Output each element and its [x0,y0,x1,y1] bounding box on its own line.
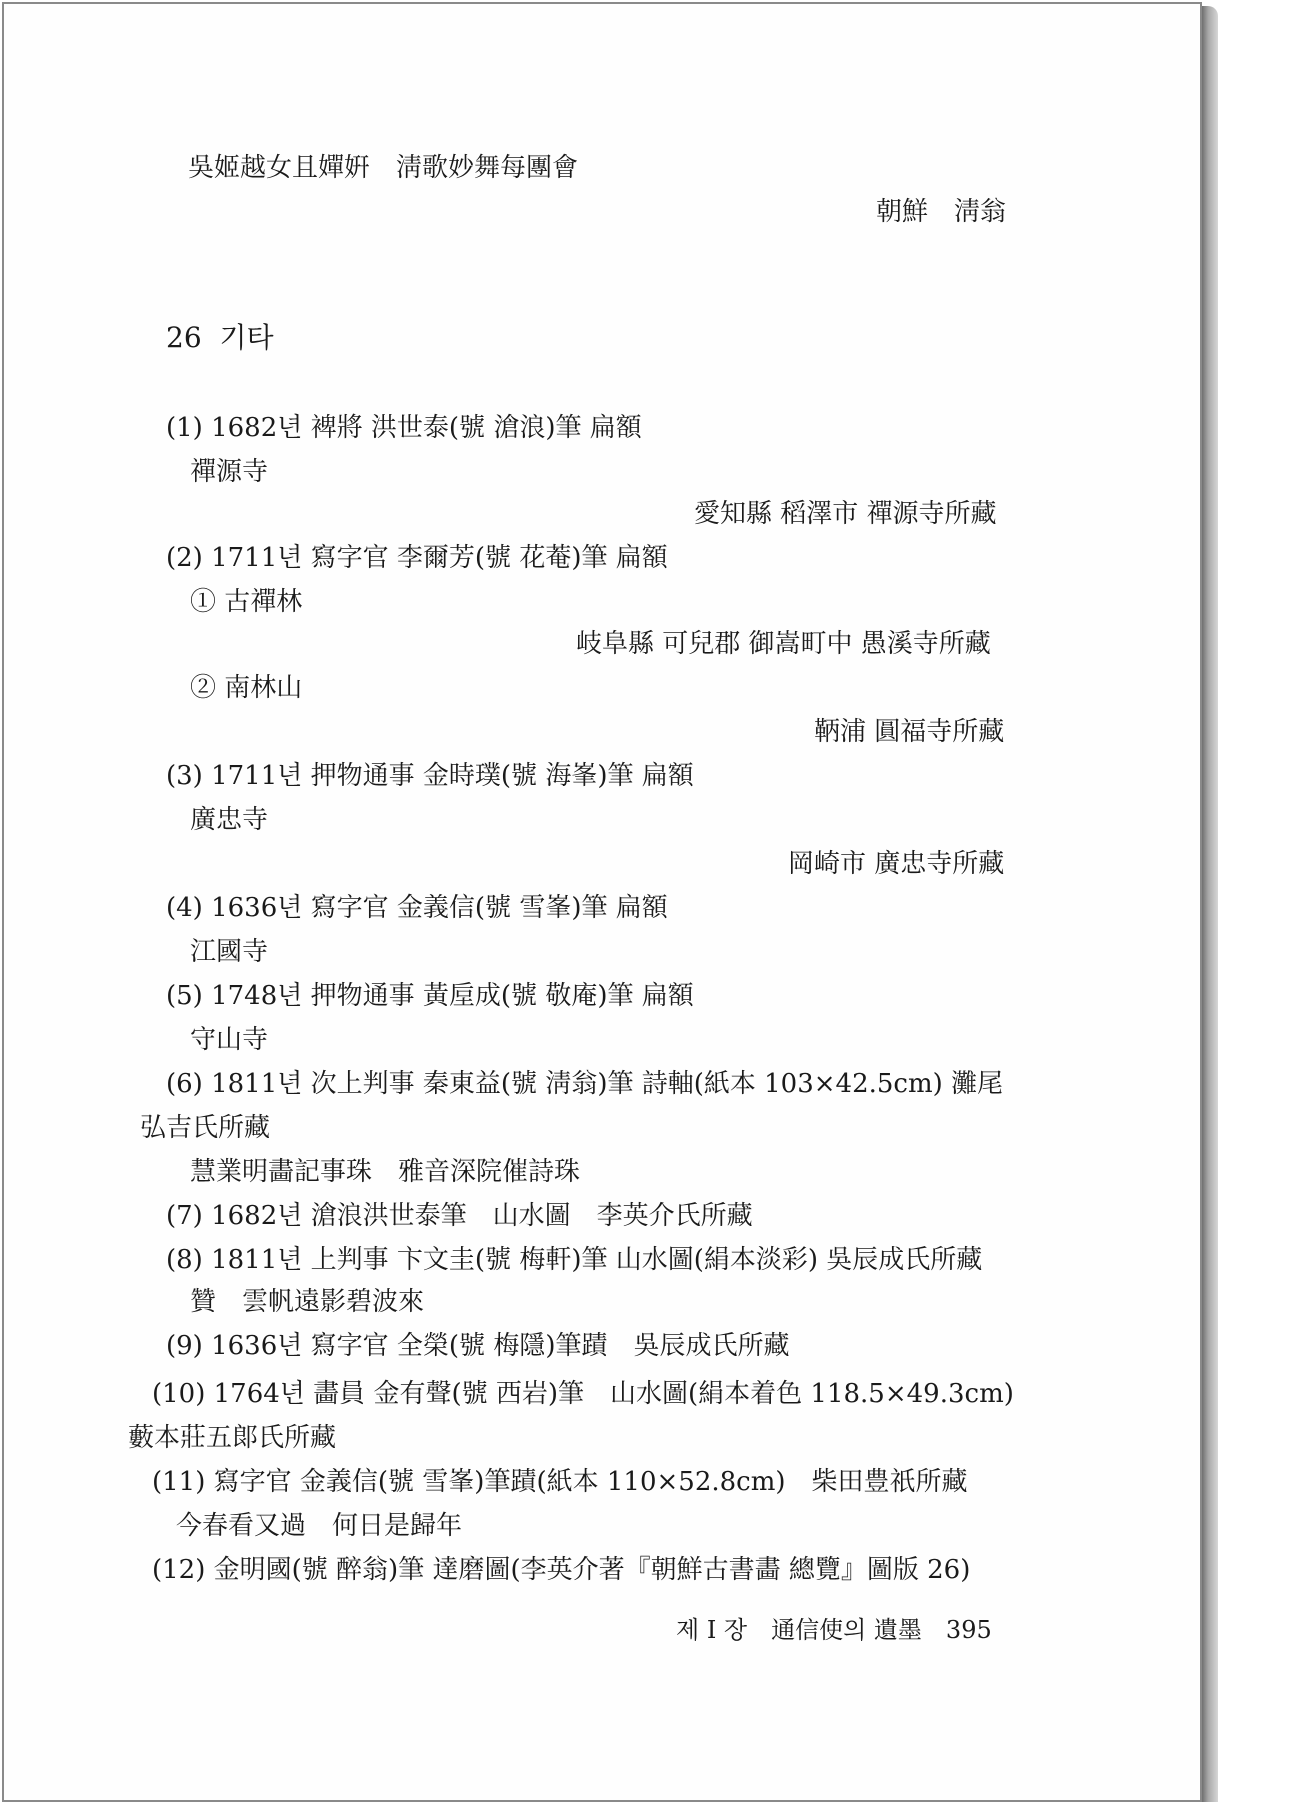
item-2-sub-1: ① 古禪林 [190,587,303,617]
page-edge-shadow [1202,6,1218,1802]
item-1-sub: 禪源寺 [190,457,269,487]
item-5-main: (5) 1748년 押物通事 黃垕成(號 敬庵)筆 扁額 [166,981,694,1011]
item-8-sub: 贊 雲帆遠影碧波來 [190,1287,425,1317]
item-3-location: 岡崎市 廣忠寺所藏 [788,849,1005,879]
item-2-sub-2: ② 南林山 [190,673,303,703]
item-11-main: (11) 寫字官 金義信(號 雪峯)筆蹟(紙本 110×52.8cm) 柴田豊祇所藏 [152,1467,968,1497]
item-1-location: 愛知縣 稻澤市 禪源寺所藏 [694,499,997,529]
item-1-main: (1) 1682년 裨將 洪世泰(號 滄浪)筆 扁額 [166,413,642,443]
item-6-cont: 弘吉氏所藏 [140,1113,271,1143]
section-heading [166,322,274,354]
item-11-sub: 今春看又過 何日是歸年 [176,1511,463,1541]
item-3-sub: 廣忠寺 [190,805,269,835]
item-6-sub: 慧業明畵記事珠 雅音深院催詩珠 [190,1157,581,1187]
page-footer: 제 I 장 通信使의 遺墨 395 [676,1616,992,1644]
item-2-location-1: 岐阜縣 可兒郡 御嵩町中 愚溪寺所藏 [576,629,991,659]
poem-line: 吳姬越女且嬋姸 淸歌妙舞每團會 [188,153,579,183]
item-2-main: (2) 1711년 寫字官 李爾芳(號 花菴)筆 扁額 [166,543,668,573]
item-10-main: (10) 1764년 畵員 金有聲(號 西岩)筆 山水圖(絹本着色 118.5×49.3cm) [152,1379,1014,1409]
poem-author: 朝鮮 淸翁 [876,197,1007,227]
item-2-location-2: 鞆浦 圓福寺所藏 [814,717,1005,747]
item-5-sub: 守山寺 [190,1025,269,1055]
item-4-sub: 江國寺 [190,937,269,967]
item-6-main: (6) 1811년 次上判事 秦東益(號 淸翁)筆 詩軸(紙本 103×42.5cm) 灘尾 [166,1069,1004,1099]
item-3-main: (3) 1711년 押物通事 金時璞(號 海峯)筆 扁額 [166,761,694,791]
item-9-main: (9) 1636년 寫字官 全榮(號 梅隱)筆蹟 吳辰成氏所藏 [166,1331,790,1361]
item-12-main: (12) 金明國(號 醉翁)筆 達磨圖(李英介著『朝鮮古書畵 總覽』圖版 26) [152,1555,971,1585]
book-page [2,2,1202,1802]
item-10-cont: 藪本莊五郞氏所藏 [128,1423,337,1453]
section-title: 기타 [219,321,274,354]
item-8-main: (8) 1811년 上判事 卞文圭(號 梅軒)筆 山水圖(絹本淡彩) 吳辰成氏所藏 [166,1245,983,1275]
section-number: 26 [166,321,202,354]
item-7-main: (7) 1682년 滄浪洪世泰筆 山水圖 李英介氏所藏 [166,1201,753,1231]
item-4-main: (4) 1636년 寫字官 金義信(號 雪峯)筆 扁額 [166,893,668,923]
